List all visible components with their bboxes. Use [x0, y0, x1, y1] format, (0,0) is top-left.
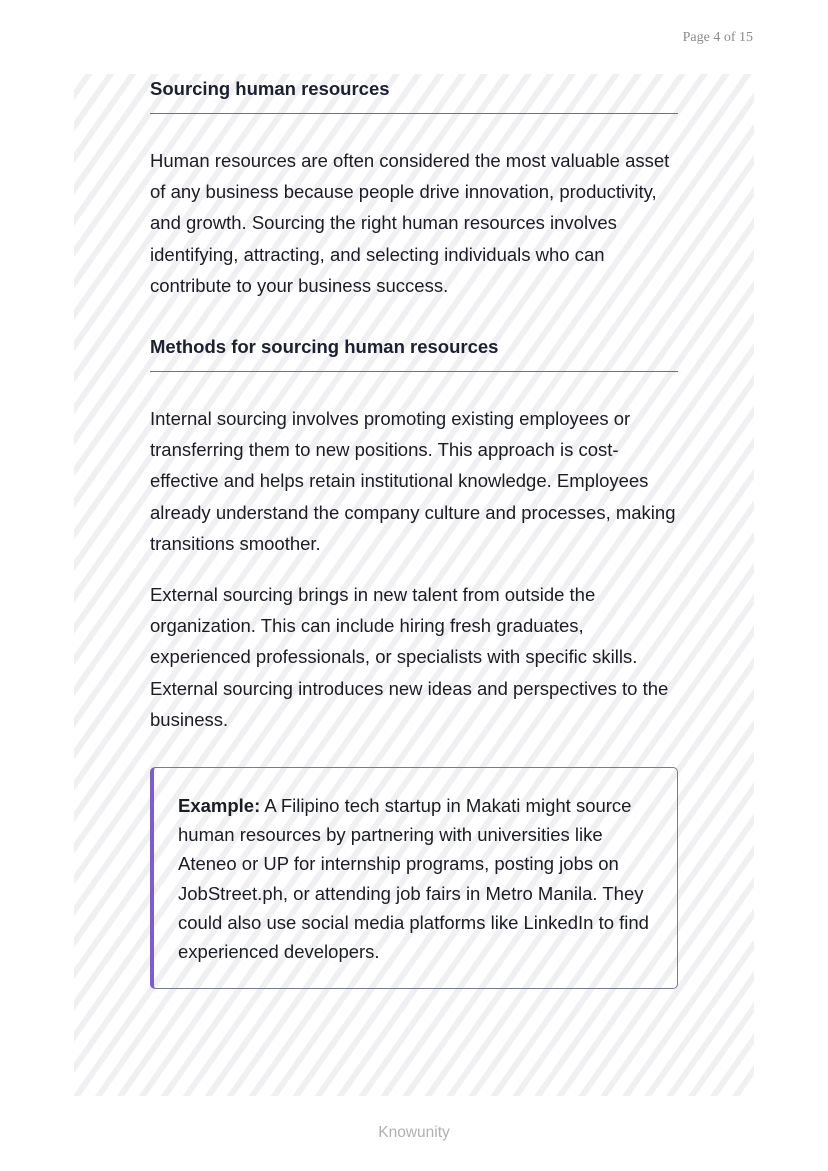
example-label: Example:: [178, 795, 261, 817]
paragraph-internal-sourcing: Internal sourcing involves promoting existing employees or transferring them to new positions. This approach is cost-effective and helps retain institutional knowledge. Employees already understand the company culture and processes, making transitions smoother.: [150, 408, 676, 554]
footer-brand: Knowunity: [378, 1124, 450, 1141]
example-callout: [150, 767, 678, 989]
paragraph-external-sourcing: External sourcing brings in new talent from outside the organization. This can include hiring fresh graduates, experienced professionals, or specialists with specific skills. External sourcing introduces new ideas and perspectives to the business.: [150, 584, 669, 730]
page-number: Page 4 of 15: [682, 30, 753, 45]
section-heading-sourcing: Sourcing human resources: [150, 76, 678, 114]
paragraph-intro: Human resources are often considered the most valuable asset of any business because people drive innovation, productivity, and growth. Sourcing the right human resources involves identifying, attracting, and selecting individuals who can contribute to your business success.: [150, 150, 670, 296]
section-heading-methods: Methods for sourcing human resources: [150, 334, 678, 372]
document-content: [150, 76, 678, 989]
example-text: A Filipino tech startup in Makati might source human resources by partnering with universities like Ateneo or UP for internship programs, posting jobs on JobStreet.ph, or attending job fairs in Metro Manila. They could also use social media platforms like LinkedIn to find experienced developers.: [178, 795, 649, 963]
